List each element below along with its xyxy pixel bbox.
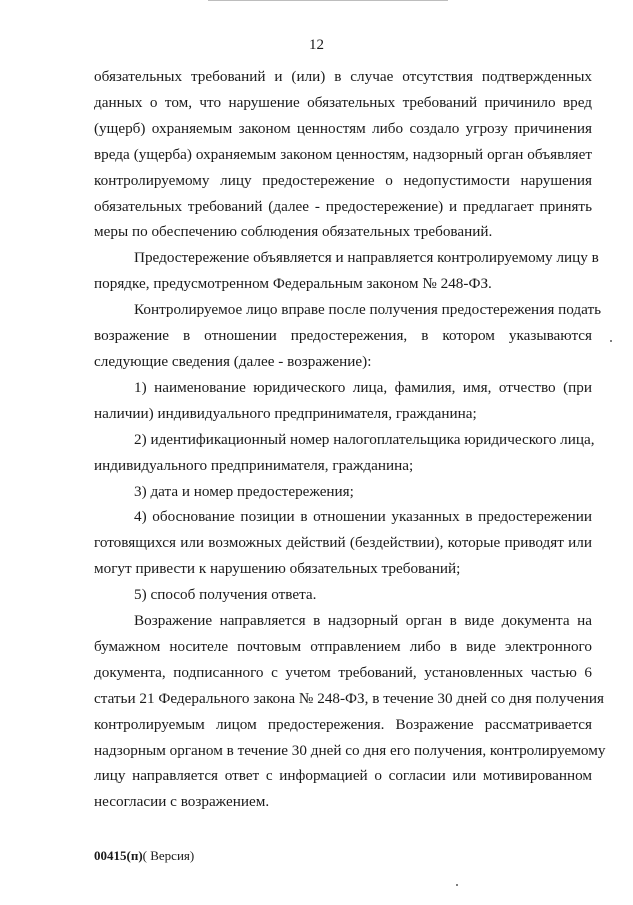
paragraph-2 <box>94 245 599 297</box>
text-line: Возражение направляется в надзорный орган в виде документа на <box>134 612 592 630</box>
text-line: бумажном носителе почтовым отправлением либо в виде электронного <box>94 637 592 655</box>
paragraph-4 <box>94 608 606 815</box>
text-line: документа, подписанного с учетом требований, установленных частью 6 <box>94 663 592 681</box>
scan-speck <box>456 884 458 886</box>
text-line: Предостережение объявляется и направляется контролируемому лицу в <box>134 249 599 267</box>
text-line: 4) обоснование позиции в отношении указанных в предостережении <box>134 508 592 526</box>
text-line: данных о том, что нарушение обязательных требований причинило вред <box>94 93 592 111</box>
list-item-3 <box>94 479 592 505</box>
text-line: меры по обеспечению соблюдения обязательных требований. <box>94 223 493 241</box>
text-line: контролируемым лицом предостережения. Возражение рассматривается <box>94 715 592 733</box>
paragraph-1 <box>94 64 592 245</box>
text-line: надзорным органом в течение 30 дней со дня его получения, контролируемому <box>94 741 606 759</box>
text-line: порядке, предусмотренном Федеральным законом № 248-ФЗ. <box>94 275 492 293</box>
scan-speck <box>610 340 612 342</box>
text-line: возражение в отношении предостережения, в котором указываются <box>94 327 592 345</box>
list-item-5 <box>94 582 592 608</box>
list-item-1 <box>94 375 592 427</box>
text-line: вреда (ущерба) охраняемым законом ценностям, надзорный орган объявляет <box>94 145 592 163</box>
footer-doc-code <box>94 848 194 864</box>
text-line: статьи 21 Федерального закона № 248-ФЗ, в течение 30 дней со дня получения <box>94 689 604 707</box>
text-line: 5) способ получения ответа. <box>134 586 317 604</box>
top-scan-rule <box>208 0 448 1</box>
text-line: лицу направляется ответ с информацией о согласии или мотивированном <box>94 767 592 785</box>
text-line: наличии) индивидуального предпринимателя, гражданина; <box>94 404 477 422</box>
list-item-2 <box>94 427 595 479</box>
text-line: могут привести к нарушению обязательных требований; <box>94 560 461 578</box>
text-line: следующие сведения (далее - возражение): <box>94 352 372 370</box>
paragraph-3 <box>94 297 602 375</box>
text-line: обязательных требований (далее - предостережение) и предлагает принять <box>94 197 592 215</box>
text-line: Контролируемое лицо вправе после получения предостережения подать <box>134 301 602 319</box>
doc-code: 00415(п) <box>94 848 143 863</box>
text-line: 1) наименование юридического лица, фамилия, имя, отчество (при <box>134 378 592 396</box>
doc-version: ( Версия) <box>142 848 195 863</box>
document-body <box>94 64 606 815</box>
text-line: индивидуального предпринимателя, гражданина; <box>94 456 414 474</box>
text-line: 3) дата и номер предостережения; <box>134 482 354 500</box>
text-line: готовящихся или возможных действий (бездействии), которые приводят или <box>94 534 592 552</box>
text-line: несогласии с возражением. <box>94 793 270 811</box>
text-line: контролируемому лицу предостережение о недопустимости нарушения <box>94 171 592 189</box>
text-line: (ущерб) охраняемым законом ценностям либо создало угрозу причинения <box>94 119 592 137</box>
page-number: 12 <box>309 37 324 53</box>
text-line: обязательных требований и (или) в случае отсутствия подтвержденных <box>94 68 592 85</box>
text-line: 2) идентификационный номер налогоплательщика юридического лица, <box>134 430 595 448</box>
list-item-4 <box>94 504 592 582</box>
